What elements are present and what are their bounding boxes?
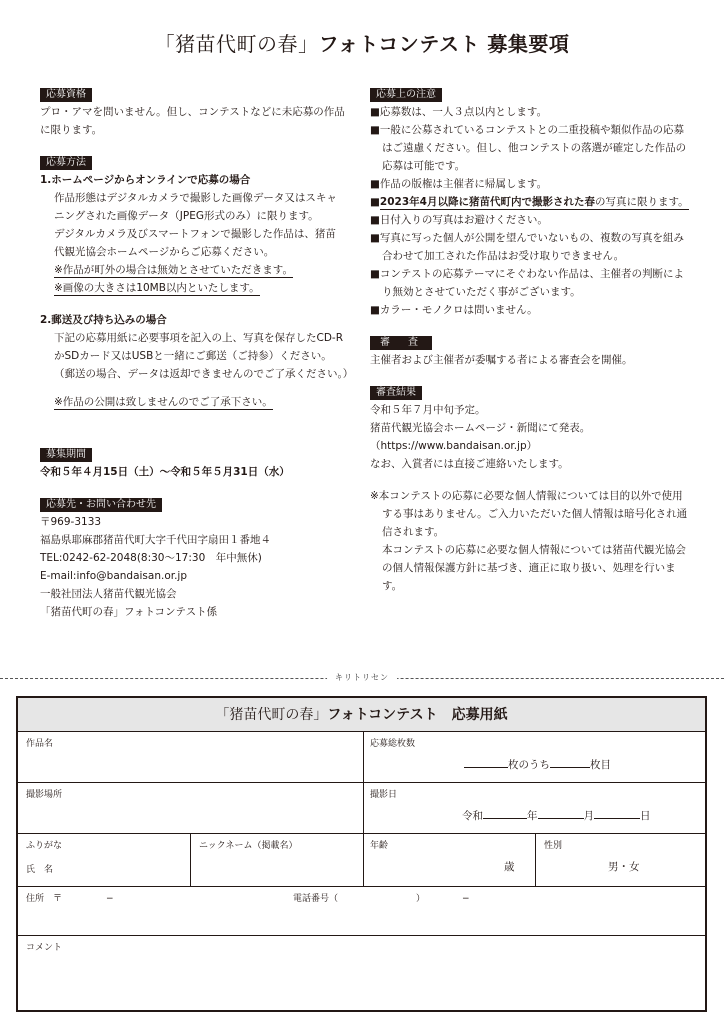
method-label: 応募方法 xyxy=(40,156,92,170)
entry-form xyxy=(16,696,707,1012)
online-line: デジタルカメラ及びスマートフォンで撮影した作品は、猪苗 xyxy=(54,228,336,240)
contact-email[interactable]: E-mail:info@bandaisan.or.jp xyxy=(40,570,188,582)
contact-label: 応募先・お問い合わせ先 xyxy=(40,498,162,512)
eligibility-line: に限ります。 xyxy=(40,124,103,136)
blank-year[interactable] xyxy=(483,807,527,819)
online-line: ニングされた画像データ（JPEG形式のみ）に限ります。 xyxy=(54,210,319,222)
comment-field[interactable] xyxy=(18,936,705,1010)
location-field[interactable] xyxy=(18,783,363,833)
date-requirement-bold: 2023年4月以降に猪苗代町内で撮影された春 xyxy=(379,196,595,208)
comment-label: コメント xyxy=(26,943,63,953)
total-count-field[interactable] xyxy=(363,732,705,782)
form-title-quote-open: 「 xyxy=(215,707,230,723)
mail-note: ※作品の公開は致しませんのでご了承下さい。 xyxy=(54,396,273,408)
total-count-label: 応募総枚数 xyxy=(370,739,416,749)
phone-close: ） xyxy=(416,894,426,904)
gender-field[interactable] xyxy=(535,834,705,886)
shoot-date-field[interactable] xyxy=(363,783,705,833)
postal-dash: − xyxy=(106,894,114,904)
note-item-date-requirement xyxy=(370,193,690,211)
date-line xyxy=(462,807,651,823)
phone-label: 電話番号（ xyxy=(293,894,339,904)
blank-month[interactable] xyxy=(538,807,584,819)
month-text: 月 xyxy=(583,810,594,822)
date-requirement-rest: の写真に限ります。 xyxy=(594,196,689,208)
nickname-label: ニックネーム（掲載名） xyxy=(199,841,298,851)
location-label: 撮影場所 xyxy=(26,790,63,800)
form-row-address xyxy=(18,887,705,936)
form-title-quote-close: 」 xyxy=(313,707,328,723)
note-item: ■写真に写った個人が公開を望んでいないもの、複数の写真を組み合わせて加工された作品はお受け取りできません。 xyxy=(370,232,684,262)
eligibility-label: 応募資格 xyxy=(40,88,92,102)
work-title-label: 作品名 xyxy=(26,739,54,749)
era-text: 令和 xyxy=(462,810,483,822)
note-item: ■日付入りの写真はお避けください。 xyxy=(370,214,548,226)
privacy-note: ※本コンテストの応募に必要な個人情報については目的以外で使用する事はありません。ご入力いただいた個人情報は暗号化され通信されます。 xyxy=(370,490,688,538)
results-line: 令和５年７月中旬予定。 xyxy=(370,404,486,416)
form-title-town: 猪苗代町の春 xyxy=(229,707,314,723)
form-row-work xyxy=(18,732,705,783)
note-item: ■作品の版権は主催者に帰属します。 xyxy=(370,178,548,190)
right-column xyxy=(370,85,690,595)
form-title xyxy=(18,698,705,732)
address-field[interactable] xyxy=(18,887,705,935)
cut-line xyxy=(0,672,724,684)
results-url[interactable]: （https://www.bandaisan.or.jp） xyxy=(370,440,538,452)
address-label: 住所 〒 xyxy=(26,894,63,904)
judging-label: 審 査 xyxy=(370,336,432,350)
online-heading: 1.ホームページからオンラインで応募の場合 xyxy=(40,174,251,186)
online-line: 代観光協会ホームページからご応募ください。 xyxy=(54,246,275,258)
blank-day[interactable] xyxy=(594,807,640,819)
form-row-person xyxy=(18,834,705,887)
contact-phone: TEL:0242-62-2048(8:30〜17:30 年中無休) xyxy=(40,552,262,564)
furigana-label: ふりがな xyxy=(26,841,63,851)
form-row-shoot xyxy=(18,783,705,834)
blank-total[interactable] xyxy=(464,756,508,768)
results-line: 猪苗代観光協会ホームページ・新聞にて発表。 xyxy=(370,422,591,434)
age-label: 年齢 xyxy=(370,841,389,851)
results-label: 審査結果 xyxy=(370,386,422,400)
note-item: ■カラー・モノクロは問いません。 xyxy=(370,304,538,316)
phone-dash: − xyxy=(462,894,470,904)
mail-heading: 2.郵送及び持ち込みの場合 xyxy=(40,314,167,326)
left-column xyxy=(40,85,360,621)
title-town: 猪苗代町の春 xyxy=(175,32,299,56)
mail-line: （郵送の場合、データは返却できませんのでご了承ください。） xyxy=(54,368,354,380)
gender-label: 性別 xyxy=(544,841,563,851)
contact-address: 福島県耶麻郡猪苗代町大字千代田字扇田１番地４ xyxy=(40,534,271,546)
contact-postal: 〒969-3133 xyxy=(40,516,102,528)
note-item: ■応募数は、一人３点以内とします。 xyxy=(370,106,548,118)
online-note-size: ※画像の大きさは10MB以内といたします。 xyxy=(54,282,260,294)
work-title-field[interactable] xyxy=(18,732,363,782)
gender-options[interactable]: 男・女 xyxy=(608,861,640,873)
form-title-main: フォトコンテスト 応募用紙 xyxy=(327,707,508,723)
title-main: フォトコンテスト 募集要項 xyxy=(318,32,570,56)
title-quote-close: 」 xyxy=(298,32,319,56)
mail-line: かSDカード又はUSBと一緒にご郵送（ご持参）ください。 xyxy=(54,350,332,362)
shoot-date-label: 撮影日 xyxy=(370,790,398,800)
page-title xyxy=(0,30,724,58)
online-note-outside-town: ※作品が町外の場合は無効とさせていただきます。 xyxy=(54,264,293,276)
eligibility-line: プロ・アマを問いません。但し、コンテストなどに未応募の作品 xyxy=(40,106,345,118)
blank-index[interactable] xyxy=(550,756,590,768)
period-label: 募集期間 xyxy=(40,448,92,462)
judging-text: 主催者および主催者が委嘱する者による審査会を開催。 xyxy=(370,354,633,366)
count-line xyxy=(464,756,611,772)
period-text: 令和５年４月15日（土）〜令和５年５月31日（水） xyxy=(40,466,290,478)
form-row-comment xyxy=(18,936,705,1010)
results-line: なお、入賞者には直接ご連絡いたします。 xyxy=(370,458,569,470)
age-unit: 歳 xyxy=(504,861,515,873)
count-unit-text: 枚目 xyxy=(590,759,611,771)
mail-line: 下記の応募用紙に必要事項を記入の上、写真を保存したCD-R xyxy=(54,332,344,344)
privacy-policy: 本コンテストの応募に必要な個人情報については猪苗代観光協会の個人情報保護方針に基づき、適正に取り扱い、処理を行います。 xyxy=(382,544,686,592)
notes-label: 応募上の注意 xyxy=(370,88,442,102)
day-text: 日 xyxy=(640,810,651,822)
note-item: ■一般に公募されているコンテストとの二重投稿や類似作品の応募はご遠慮ください。但し、他コンテストの落選が確定した作品の応募は可能です。 xyxy=(370,124,687,172)
count-of-text: 枚のうち xyxy=(508,759,550,771)
year-text: 年 xyxy=(527,810,538,822)
note-item: ■コンテストの応募テーマにそぐわない作品は、主催者の判断により無効とさせていただく事がございます。 xyxy=(370,268,684,298)
nickname-field[interactable] xyxy=(190,834,363,886)
contact-org: 一般社団法人猪苗代観光協会 xyxy=(40,588,177,600)
contact-dept: 「猪苗代町の春」フォトコンテスト係 xyxy=(40,606,218,618)
age-field[interactable] xyxy=(363,834,535,886)
name-field[interactable] xyxy=(18,834,190,886)
online-line: 作品形態はデジタルカメラで撮影した画像データ又はスキャ xyxy=(54,192,337,204)
bullet-prefix: ■ xyxy=(370,196,380,208)
cut-line-label: キリトリセン xyxy=(327,672,397,684)
title-quote-open: 「 xyxy=(154,32,176,56)
name-label: 氏 名 xyxy=(26,865,54,875)
